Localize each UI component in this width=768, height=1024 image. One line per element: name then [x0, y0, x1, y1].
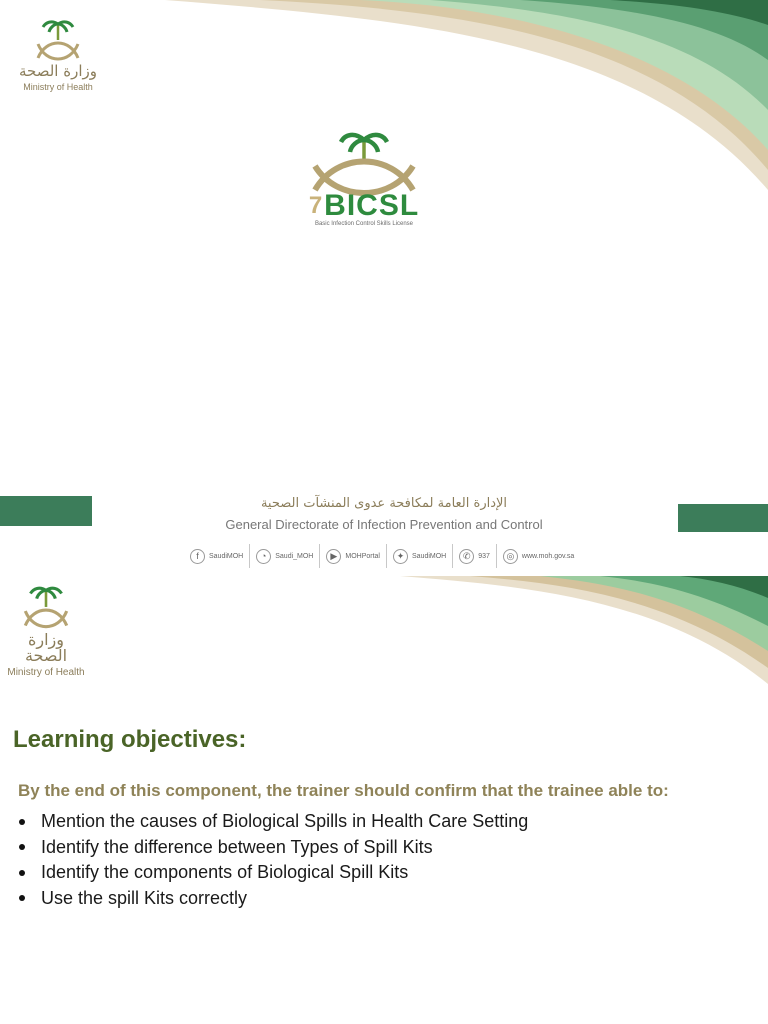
directorate-english: General Directorate of Infection Prevention and Control [225, 517, 543, 532]
twitter-icon: ✦ [393, 549, 408, 564]
social-label: Saudi_MOH [275, 552, 314, 560]
objective-text: Use the spill Kits correctly [41, 887, 248, 908]
objective-text: Identify the difference between Types of Spill Kits [41, 836, 433, 857]
bullet-icon [19, 895, 25, 901]
social-label: SaudiMOH [412, 552, 447, 560]
moh-logo [18, 18, 98, 92]
list-item [0, 860, 528, 886]
page-title: Learning objectives: [13, 726, 247, 753]
bullet-icon [19, 819, 25, 825]
social-twitter[interactable] [387, 544, 453, 568]
facebook-icon: f [190, 549, 205, 564]
moh-english-name: Ministry of Health [23, 82, 93, 92]
list-item [0, 809, 528, 835]
moh-english-name: Ministry of Health [7, 667, 85, 678]
social-website[interactable] [497, 544, 580, 568]
bullet-icon [19, 844, 25, 850]
objectives-list [0, 809, 528, 911]
social-label: 937 [478, 552, 490, 560]
bicsl-number: 7 [308, 192, 323, 219]
list-item [0, 886, 528, 912]
bicsl-emblem-icon [309, 130, 419, 196]
bicsl-subtitle: Basic Infection Control Skills License [314, 221, 414, 227]
objective-text: Identify the components of Biological Spill Kits [41, 862, 409, 883]
objectives-slide [0, 576, 768, 1024]
social-snapchat[interactable] [250, 544, 320, 568]
objectives-intro: By the end of this component, the trainer should confirm that the trainee able to: [18, 781, 669, 800]
moh-arabic-name: وزارة الصحة [24, 630, 68, 665]
snapchat-icon: ◔ [256, 549, 271, 564]
objective-text: Mention the causes of Biological Spills in Health Care Setting [41, 811, 529, 832]
moh-emblem-icon [17, 584, 75, 632]
directorate-arabic: الإدارة العامة لمكافحة عدوى المنشآت الصحية [260, 496, 508, 511]
social-youtube[interactable] [320, 544, 387, 568]
bicsl-text: BICSL [324, 189, 420, 222]
phone-icon: ✆ [459, 549, 474, 564]
social-label: SaudiMOH [209, 552, 244, 560]
list-item [0, 835, 528, 861]
youtube-icon: ▶ [326, 549, 341, 564]
bicsl-logo [304, 130, 424, 227]
social-facebook[interactable] [184, 544, 250, 568]
moh-logo [6, 584, 86, 678]
social-label: MOHPortal [345, 552, 380, 560]
social-label: www.moh.gov.sa [521, 552, 575, 560]
bullet-icon [19, 870, 25, 876]
decorative-swoosh [0, 576, 768, 696]
web-icon: ◎ [503, 549, 518, 564]
social-links [184, 544, 580, 568]
moh-arabic-name: وزارة الصحة [19, 62, 97, 80]
moh-emblem-icon [30, 18, 86, 64]
social-phone[interactable] [453, 544, 497, 568]
slide-footer [0, 490, 768, 576]
